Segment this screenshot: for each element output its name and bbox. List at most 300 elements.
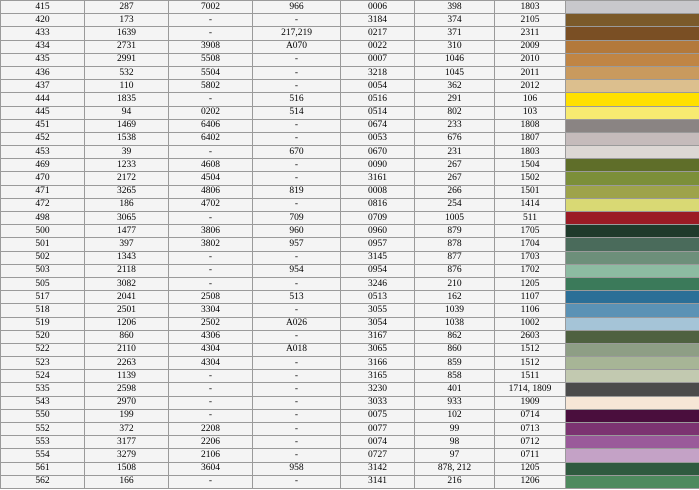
color-swatch xyxy=(566,330,699,343)
table-row xyxy=(1,146,699,159)
table-cell: 173 xyxy=(85,14,169,27)
table-cell: 162 xyxy=(415,291,495,304)
table-cell: - xyxy=(253,449,341,462)
table-cell: 535 xyxy=(1,383,85,396)
table-cell: 106 xyxy=(495,93,566,106)
table-cell: 2208 xyxy=(169,423,253,436)
table-row xyxy=(1,291,699,304)
table-cell: 2206 xyxy=(169,436,253,449)
table-cell: 287 xyxy=(85,1,169,14)
table-cell: 879 xyxy=(415,225,495,238)
table-cell: 102 xyxy=(415,409,495,422)
table-cell: 1139 xyxy=(85,370,169,383)
table-cell: 554 xyxy=(1,449,85,462)
table-cell: 3184 xyxy=(341,14,415,27)
table-cell: 513 xyxy=(253,291,341,304)
table-cell: 3145 xyxy=(341,251,415,264)
table-cell: 444 xyxy=(1,93,85,106)
table-cell: 519 xyxy=(1,317,85,330)
table-cell: 103 xyxy=(495,106,566,119)
table-cell: 2118 xyxy=(85,264,169,277)
table-cell: 2106 xyxy=(169,449,253,462)
table-cell: - xyxy=(253,330,341,343)
table-cell: 2598 xyxy=(85,383,169,396)
table-cell: 2991 xyxy=(85,53,169,66)
table-cell: 550 xyxy=(1,409,85,422)
color-swatch xyxy=(566,251,699,264)
table-cell: 0713 xyxy=(495,423,566,436)
table-cell: A070 xyxy=(253,40,341,53)
table-cell: 471 xyxy=(1,185,85,198)
table-row xyxy=(1,436,699,449)
table-cell: 1508 xyxy=(85,462,169,475)
table-row xyxy=(1,225,699,238)
table-cell: 39 xyxy=(85,146,169,159)
table-cell: 0727 xyxy=(341,449,415,462)
table-cell: A018 xyxy=(253,343,341,356)
table-cell: 415 xyxy=(1,1,85,14)
table-cell: 434 xyxy=(1,40,85,53)
color-swatch xyxy=(566,409,699,422)
table-cell: 5504 xyxy=(169,66,253,79)
table-cell: 451 xyxy=(1,119,85,132)
table-cell: 3265 xyxy=(85,185,169,198)
table-row xyxy=(1,264,699,277)
table-cell: - xyxy=(169,370,253,383)
table-cell: 1005 xyxy=(415,212,495,225)
table-cell: 957 xyxy=(253,238,341,251)
table-cell: 310 xyxy=(415,40,495,53)
table-cell: 0816 xyxy=(341,198,415,211)
table-cell: 0006 xyxy=(341,1,415,14)
table-cell: 532 xyxy=(85,66,169,79)
table-cell: 1477 xyxy=(85,225,169,238)
table-cell: 3142 xyxy=(341,462,415,475)
color-swatch xyxy=(566,66,699,79)
table-cell: 860 xyxy=(415,343,495,356)
table-cell: 398 xyxy=(415,1,495,14)
table-cell: 0714 xyxy=(495,409,566,422)
table-cell: 2263 xyxy=(85,357,169,370)
table-cell: 98 xyxy=(415,436,495,449)
table-cell: 543 xyxy=(1,396,85,409)
table-cell: 516 xyxy=(253,93,341,106)
table-cell: 1469 xyxy=(85,119,169,132)
table-cell: 199 xyxy=(85,409,169,422)
table-cell: 1414 xyxy=(495,198,566,211)
table-cell: 372 xyxy=(85,423,169,436)
color-swatch xyxy=(566,291,699,304)
color-swatch xyxy=(566,462,699,475)
table-cell: 553 xyxy=(1,436,85,449)
table-cell: 2502 xyxy=(169,317,253,330)
color-swatch xyxy=(566,357,699,370)
table-cell: 472 xyxy=(1,198,85,211)
table-cell: 1807 xyxy=(495,132,566,145)
table-cell: 1002 xyxy=(495,317,566,330)
table-row xyxy=(1,27,699,40)
table-cell: 0202 xyxy=(169,106,253,119)
table-cell: - xyxy=(253,53,341,66)
table-cell: 2603 xyxy=(495,330,566,343)
color-swatch xyxy=(566,277,699,290)
table-cell: 1803 xyxy=(495,146,566,159)
table-cell: 966 xyxy=(253,1,341,14)
table-cell: - xyxy=(253,80,341,93)
table-cell: 819 xyxy=(253,185,341,198)
table-cell: 0007 xyxy=(341,53,415,66)
table-row xyxy=(1,106,699,119)
table-cell: 1702 xyxy=(495,264,566,277)
color-swatch xyxy=(566,449,699,462)
table-cell: 210 xyxy=(415,277,495,290)
table-cell: 862 xyxy=(415,330,495,343)
table-cell: - xyxy=(169,383,253,396)
table-cell: 3161 xyxy=(341,172,415,185)
table-cell: 453 xyxy=(1,146,85,159)
table-cell: 514 xyxy=(253,106,341,119)
table-cell: 1205 xyxy=(495,277,566,290)
color-swatch xyxy=(566,423,699,436)
table-cell: 2970 xyxy=(85,396,169,409)
table-cell: 859 xyxy=(415,357,495,370)
color-swatch xyxy=(566,212,699,225)
table-cell: 0954 xyxy=(341,264,415,277)
table-cell: 0074 xyxy=(341,436,415,449)
table-cell: 518 xyxy=(1,304,85,317)
table-cell: - xyxy=(253,132,341,145)
table-cell: 0053 xyxy=(341,132,415,145)
table-row xyxy=(1,238,699,251)
table-cell: 2010 xyxy=(495,53,566,66)
color-swatch xyxy=(566,343,699,356)
table-cell: 1045 xyxy=(415,66,495,79)
table-cell: 3055 xyxy=(341,304,415,317)
table-cell: 3246 xyxy=(341,277,415,290)
table-cell: 5508 xyxy=(169,53,253,66)
table-cell: - xyxy=(253,198,341,211)
table-cell: 876 xyxy=(415,264,495,277)
table-cell: 2009 xyxy=(495,40,566,53)
table-cell: 1835 xyxy=(85,93,169,106)
table-cell: - xyxy=(253,251,341,264)
table-cell: - xyxy=(253,172,341,185)
color-swatch xyxy=(566,225,699,238)
table-cell: 520 xyxy=(1,330,85,343)
table-cell: 562 xyxy=(1,475,85,488)
table-cell: 511 xyxy=(495,212,566,225)
table-cell: 1703 xyxy=(495,251,566,264)
color-swatch xyxy=(566,264,699,277)
table-cell: 3082 xyxy=(85,277,169,290)
table-cell: 4304 xyxy=(169,357,253,370)
table-row xyxy=(1,449,699,462)
table-cell: 374 xyxy=(415,14,495,27)
table-cell: - xyxy=(253,436,341,449)
table-cell: 110 xyxy=(85,80,169,93)
table-row xyxy=(1,1,699,14)
table-cell: 3802 xyxy=(169,238,253,251)
table-cell: 436 xyxy=(1,66,85,79)
table-cell: 958 xyxy=(253,462,341,475)
table-cell: - xyxy=(253,159,341,172)
table-cell: 3304 xyxy=(169,304,253,317)
table-cell: 267 xyxy=(415,172,495,185)
table-cell: 877 xyxy=(415,251,495,264)
table-row xyxy=(1,198,699,211)
table-cell: 524 xyxy=(1,370,85,383)
table-cell: 7002 xyxy=(169,1,253,14)
table-cell: 4702 xyxy=(169,198,253,211)
table-cell: - xyxy=(169,264,253,277)
table-cell: - xyxy=(253,277,341,290)
table-cell: 517 xyxy=(1,291,85,304)
table-cell: 0711 xyxy=(495,449,566,462)
table-row xyxy=(1,423,699,436)
table-cell: A026 xyxy=(253,317,341,330)
table-cell: 1107 xyxy=(495,291,566,304)
table-cell: 4608 xyxy=(169,159,253,172)
table-cell: - xyxy=(169,475,253,488)
table-cell: 435 xyxy=(1,53,85,66)
table-cell: 445 xyxy=(1,106,85,119)
table-cell: 216 xyxy=(415,475,495,488)
table-cell: 452 xyxy=(1,132,85,145)
table-cell: 858 xyxy=(415,370,495,383)
table-row xyxy=(1,475,699,488)
table-cell: 397 xyxy=(85,238,169,251)
table-cell: 267 xyxy=(415,159,495,172)
table-cell: - xyxy=(253,66,341,79)
table-cell: 3806 xyxy=(169,225,253,238)
table-cell: 3141 xyxy=(341,475,415,488)
color-swatch xyxy=(566,396,699,409)
table-cell: 2311 xyxy=(495,27,566,40)
table-cell: - xyxy=(169,146,253,159)
table-cell: 6406 xyxy=(169,119,253,132)
color-swatch xyxy=(566,27,699,40)
table-cell: 0054 xyxy=(341,80,415,93)
table-cell: 1206 xyxy=(495,475,566,488)
color-swatch xyxy=(566,1,699,14)
table-cell: 2041 xyxy=(85,291,169,304)
table-cell: 2012 xyxy=(495,80,566,93)
table-row xyxy=(1,93,699,106)
table-cell: 3177 xyxy=(85,436,169,449)
table-cell: 1714, 1809 xyxy=(495,383,566,396)
table-cell: 0709 xyxy=(341,212,415,225)
table-row xyxy=(1,119,699,132)
table-cell: 371 xyxy=(415,27,495,40)
table-cell: - xyxy=(253,396,341,409)
table-cell: 502 xyxy=(1,251,85,264)
table-cell: 233 xyxy=(415,119,495,132)
table-cell: 2508 xyxy=(169,291,253,304)
table-cell: 97 xyxy=(415,449,495,462)
table-cell: 3033 xyxy=(341,396,415,409)
table-cell: 3218 xyxy=(341,66,415,79)
table-cell: 1512 xyxy=(495,357,566,370)
table-cell: 469 xyxy=(1,159,85,172)
table-cell: 437 xyxy=(1,80,85,93)
color-swatch xyxy=(566,475,699,488)
color-swatch xyxy=(566,14,699,27)
table-cell: - xyxy=(169,14,253,27)
table-cell: 0670 xyxy=(341,146,415,159)
table-cell: 3054 xyxy=(341,317,415,330)
table-row xyxy=(1,14,699,27)
table-cell: 291 xyxy=(415,93,495,106)
table-cell: 3166 xyxy=(341,357,415,370)
table-cell: 5802 xyxy=(169,80,253,93)
table-cell: 362 xyxy=(415,80,495,93)
table-cell: 3230 xyxy=(341,383,415,396)
table-cell: 2011 xyxy=(495,66,566,79)
table-cell: 676 xyxy=(415,132,495,145)
table-cell: - xyxy=(253,14,341,27)
table-cell: 2501 xyxy=(85,304,169,317)
table-cell: 3604 xyxy=(169,462,253,475)
table-cell: 0513 xyxy=(341,291,415,304)
color-swatch xyxy=(566,159,699,172)
table-cell: 2105 xyxy=(495,14,566,27)
color-swatch xyxy=(566,93,699,106)
color-swatch xyxy=(566,185,699,198)
table-cell: 4304 xyxy=(169,343,253,356)
table-cell: 1039 xyxy=(415,304,495,317)
table-cell: 99 xyxy=(415,423,495,436)
color-swatch xyxy=(566,80,699,93)
table-row xyxy=(1,172,699,185)
table-cell: 954 xyxy=(253,264,341,277)
table-cell: 0090 xyxy=(341,159,415,172)
table-cell: - xyxy=(253,370,341,383)
table-row xyxy=(1,383,699,396)
table-cell: 166 xyxy=(85,475,169,488)
table-cell: 709 xyxy=(253,212,341,225)
table-cell: 94 xyxy=(85,106,169,119)
color-swatch xyxy=(566,436,699,449)
table-cell: 1038 xyxy=(415,317,495,330)
table-cell: 505 xyxy=(1,277,85,290)
table-cell: 0516 xyxy=(341,93,415,106)
table-cell: 3279 xyxy=(85,449,169,462)
table-cell: 0077 xyxy=(341,423,415,436)
table-cell: 433 xyxy=(1,27,85,40)
table-row xyxy=(1,304,699,317)
table-row xyxy=(1,357,699,370)
table-row xyxy=(1,80,699,93)
table-cell: 1808 xyxy=(495,119,566,132)
table-cell: - xyxy=(253,423,341,436)
table-cell: 1704 xyxy=(495,238,566,251)
table-cell: 401 xyxy=(415,383,495,396)
table-cell: - xyxy=(169,93,253,106)
color-swatch xyxy=(566,132,699,145)
table-cell: 1233 xyxy=(85,159,169,172)
table-cell: 1501 xyxy=(495,185,566,198)
color-swatch xyxy=(566,238,699,251)
table-row xyxy=(1,317,699,330)
table-row xyxy=(1,396,699,409)
table-row xyxy=(1,330,699,343)
color-swatch xyxy=(566,370,699,383)
color-swatch xyxy=(566,53,699,66)
table-cell: 933 xyxy=(415,396,495,409)
table-cell: 4504 xyxy=(169,172,253,185)
table-cell: 0217 xyxy=(341,27,415,40)
table-row xyxy=(1,343,699,356)
table-cell: 2731 xyxy=(85,40,169,53)
table-cell: 1639 xyxy=(85,27,169,40)
table-row xyxy=(1,40,699,53)
table-row xyxy=(1,277,699,290)
table-cell: - xyxy=(169,27,253,40)
table-cell: 3065 xyxy=(341,343,415,356)
table-cell: 3065 xyxy=(85,212,169,225)
table-cell: 1909 xyxy=(495,396,566,409)
table-cell: - xyxy=(169,251,253,264)
table-cell: 878, 212 xyxy=(415,462,495,475)
table-cell: 470 xyxy=(1,172,85,185)
table-row xyxy=(1,370,699,383)
table-row xyxy=(1,185,699,198)
color-swatch xyxy=(566,40,699,53)
table-cell: 0712 xyxy=(495,436,566,449)
table-cell: 960 xyxy=(253,225,341,238)
table-cell: 501 xyxy=(1,238,85,251)
table-cell: 1538 xyxy=(85,132,169,145)
table-row xyxy=(1,159,699,172)
table-row xyxy=(1,462,699,475)
table-row xyxy=(1,132,699,145)
table-cell: 1046 xyxy=(415,53,495,66)
table-cell: 498 xyxy=(1,212,85,225)
table-cell: - xyxy=(169,396,253,409)
table-cell: - xyxy=(253,119,341,132)
table-cell: 2172 xyxy=(85,172,169,185)
table-cell: 231 xyxy=(415,146,495,159)
table-cell: 0960 xyxy=(341,225,415,238)
table-body xyxy=(1,1,699,489)
color-swatch xyxy=(566,198,699,211)
table-cell: 0008 xyxy=(341,185,415,198)
table-cell: - xyxy=(253,475,341,488)
table-cell: 4806 xyxy=(169,185,253,198)
color-swatch xyxy=(566,119,699,132)
table-cell: 4306 xyxy=(169,330,253,343)
color-swatch xyxy=(566,317,699,330)
table-row xyxy=(1,53,699,66)
color-swatch xyxy=(566,383,699,396)
table-cell: 878 xyxy=(415,238,495,251)
table-cell: 670 xyxy=(253,146,341,159)
table-cell: - xyxy=(169,212,253,225)
table-cell: - xyxy=(253,409,341,422)
table-cell: 1206 xyxy=(85,317,169,330)
table-cell: 6402 xyxy=(169,132,253,145)
color-swatch xyxy=(566,304,699,317)
table-cell: 3908 xyxy=(169,40,253,53)
table-cell: 3167 xyxy=(341,330,415,343)
color-swatch xyxy=(566,106,699,119)
table-cell: - xyxy=(253,383,341,396)
table-cell: 0075 xyxy=(341,409,415,422)
table-cell: 0514 xyxy=(341,106,415,119)
table-cell: 1502 xyxy=(495,172,566,185)
table-row xyxy=(1,251,699,264)
table-cell: 420 xyxy=(1,14,85,27)
